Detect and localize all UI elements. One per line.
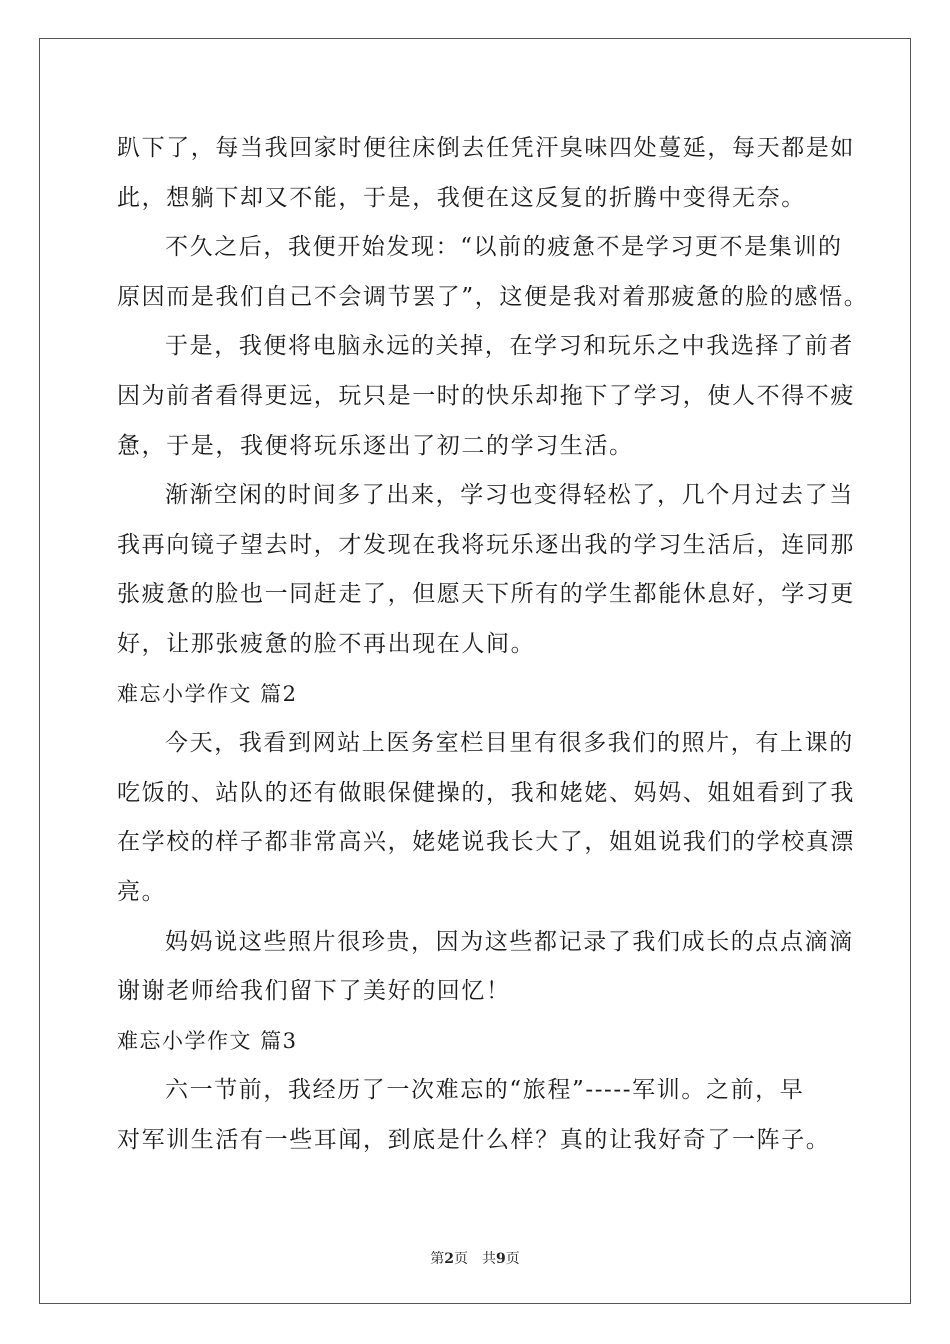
text-line: 张疲惫的脸也一同赶走了，但愿天下所有的学生都能休息好，学习更 — [117, 581, 855, 608]
text-line: 今天，我看到网站上医务室栏目里有很多我们的照片，有上课的 — [165, 730, 854, 757]
section-heading: 难忘小学作文 篇2 — [117, 681, 298, 706]
text-line: 对军训生活有一些耳闻，到底是什么样？真的让我好奇了一阵子。 — [117, 1126, 831, 1153]
text-line: 在学校的样子都非常高兴，姥姥说我长大了，姐姐说我们的学校真漂 — [117, 829, 855, 856]
text-line: 原因而是我们自己不会调节罢了”，这便是我对着那疲惫的脸的感悟。 — [117, 283, 869, 310]
text-line: 因为前者看得更远，玩只是一时的快乐却拖下了学习，使人不得不疲 — [117, 382, 855, 409]
footer-mid: 页 共 — [454, 1251, 496, 1267]
text-line: 好，让那张疲惫的脸不再出现在人间。 — [117, 630, 536, 657]
text-line: 惫，于是，我便将玩乐逐出了初二的学习生活。 — [117, 432, 634, 459]
text-line: 此，想躺下却又不能，于是，我便在这反复的折腾中变得无奈。 — [117, 184, 806, 211]
document-body — [117, 124, 869, 1165]
text-line: 不久之后，我便开始发现：“以前的疲惫不是学习更不是集训的 — [165, 234, 843, 261]
footer-prefix: 第 — [430, 1251, 445, 1267]
text-line: 趴下了，每当我回家时便往床倒去任凭汗臭味四处蔓延，每天都是如 — [117, 135, 855, 161]
footer-suffix: 页 — [505, 1251, 520, 1267]
text-line: 于是，我便将电脑永远的关掉，在学习和玩乐之中我选择了前者 — [165, 333, 854, 360]
total-page-count: 9 — [496, 1251, 506, 1267]
text-line: 六一节前，我经历了一次难忘的“旅程”-----军训。之前，早 — [165, 1077, 805, 1104]
current-page-number: 2 — [444, 1251, 454, 1267]
text-line: 妈妈说这些照片很珍贵，因为这些都记录了我们成长的点点滴滴 — [165, 928, 854, 955]
text-line: 亮。 — [117, 878, 167, 905]
text-line: 我再向镜子望去时，才发现在我将玩乐逐出我的学习生活后，连同那 — [117, 531, 855, 558]
text-line: 渐渐空闲的时间多了出来，学习也变得轻松了，几个月过去了当 — [165, 482, 854, 509]
section-heading: 难忘小学作文 篇3 — [117, 1028, 298, 1053]
page-footer — [0, 1248, 950, 1268]
text-line: 吃饭的、站队的还有做眼保健操的，我和姥姥、妈妈、姐姐看到了我 — [117, 779, 855, 806]
text-line: 谢谢老师给我们留下了美好的回忆！ — [117, 978, 511, 1005]
